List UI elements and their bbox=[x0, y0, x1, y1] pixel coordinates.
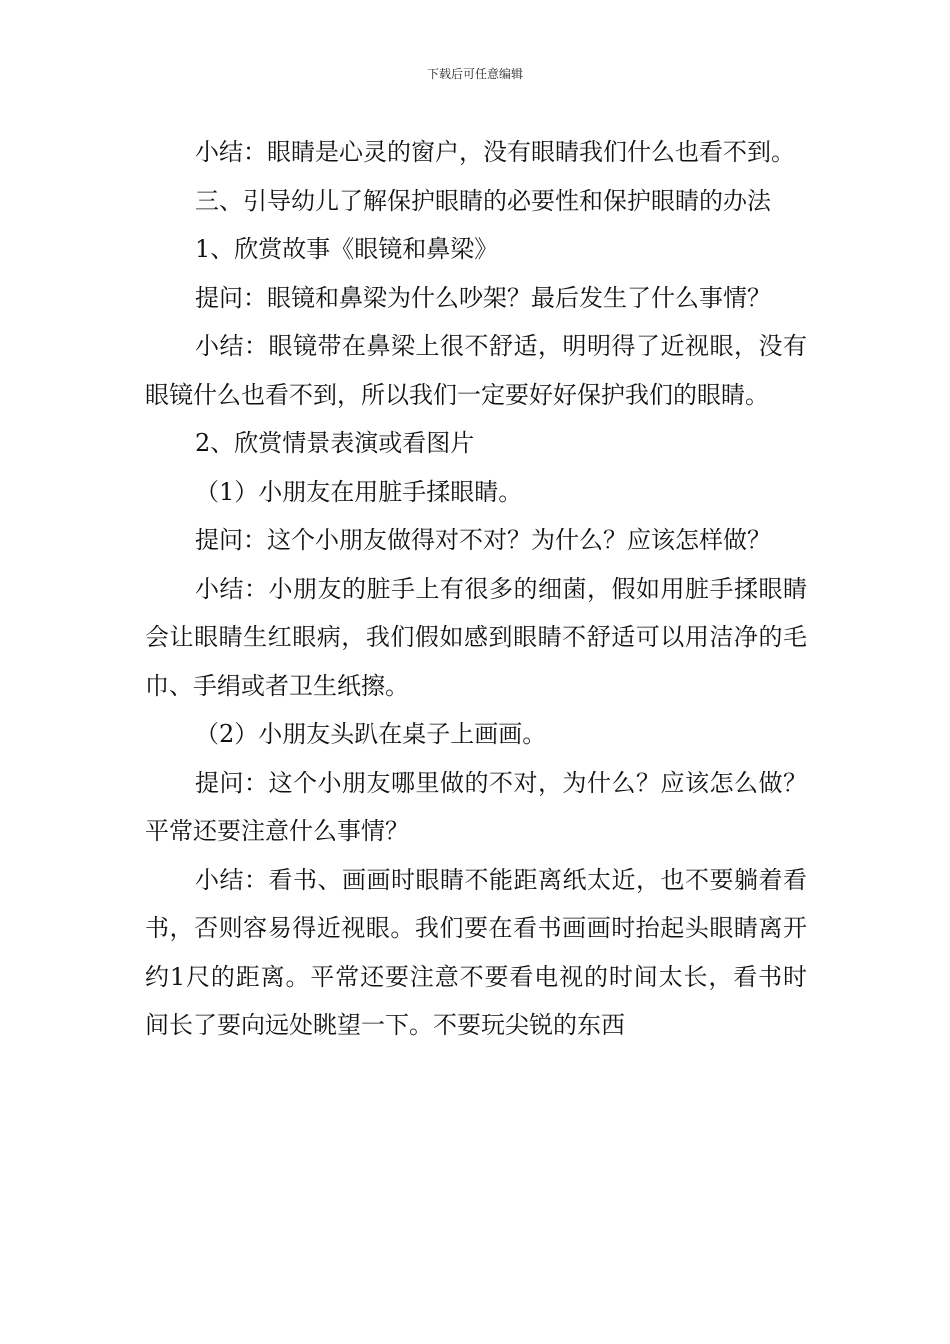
paragraph-activity-2-title: 2、欣赏情景表演或看图片 bbox=[195, 429, 475, 457]
paragraph-summary-3: 小结：小朋友的脏手上有很多的细菌，假如用脏手揉眼睛会让眼睛生红眼病，我们假如感到眼睛不舒适可以用洁净的毛巾、手绢或者卫生纸擦。 bbox=[145, 574, 807, 700]
paragraph-summary-4: 小结：看书、画画时眼睛不能距离纸太近，也不要躺着看书，否则容易得近视眼。我们要在看书画画时抬起头眼睛离开约1尺的距离。平常还要注意不要看电视的时间太长，看书时间长了要向远处眺望一下。不要玩尖锐的东西 bbox=[145, 865, 807, 1039]
page-header: 下载后可任意编辑 bbox=[426, 67, 523, 81]
paragraph-scene-1: （1）小朋友在用脏手揉眼睛。 bbox=[195, 477, 523, 506]
paragraph-question-2: 提问：这个小朋友做得对不对？为什么？应该怎样做？ bbox=[195, 526, 771, 554]
paragraph-question-1: 提问：眼镜和鼻梁为什么吵架？最后发生了什么事情？ bbox=[195, 283, 771, 312]
paragraph-question-3: 提问：这个小朋友哪里做的不对，为什么？应该怎么做？平常还要注意什么事情？ bbox=[145, 768, 807, 845]
paragraph-story-title: 1、欣赏故事《眼镜和鼻梁》 bbox=[195, 235, 499, 263]
paragraph-summary-1: 小结：眼睛是心灵的窗户，没有眼睛我们什么也看不到。 bbox=[195, 138, 795, 166]
document-body bbox=[145, 128, 807, 1050]
paragraph-section-3-heading: 三、引导幼儿了解保护眼睛的必要性和保护眼睛的办法 bbox=[195, 186, 771, 215]
paragraph-summary-2: 小结：眼镜带在鼻梁上很不舒适，明明得了近视眼，没有眼镜什么也看不到，所以我们一定要好好保护我们的眼睛。 bbox=[145, 332, 807, 409]
paragraph-scene-2: （2）小朋友头趴在桌子上画画。 bbox=[195, 720, 547, 748]
